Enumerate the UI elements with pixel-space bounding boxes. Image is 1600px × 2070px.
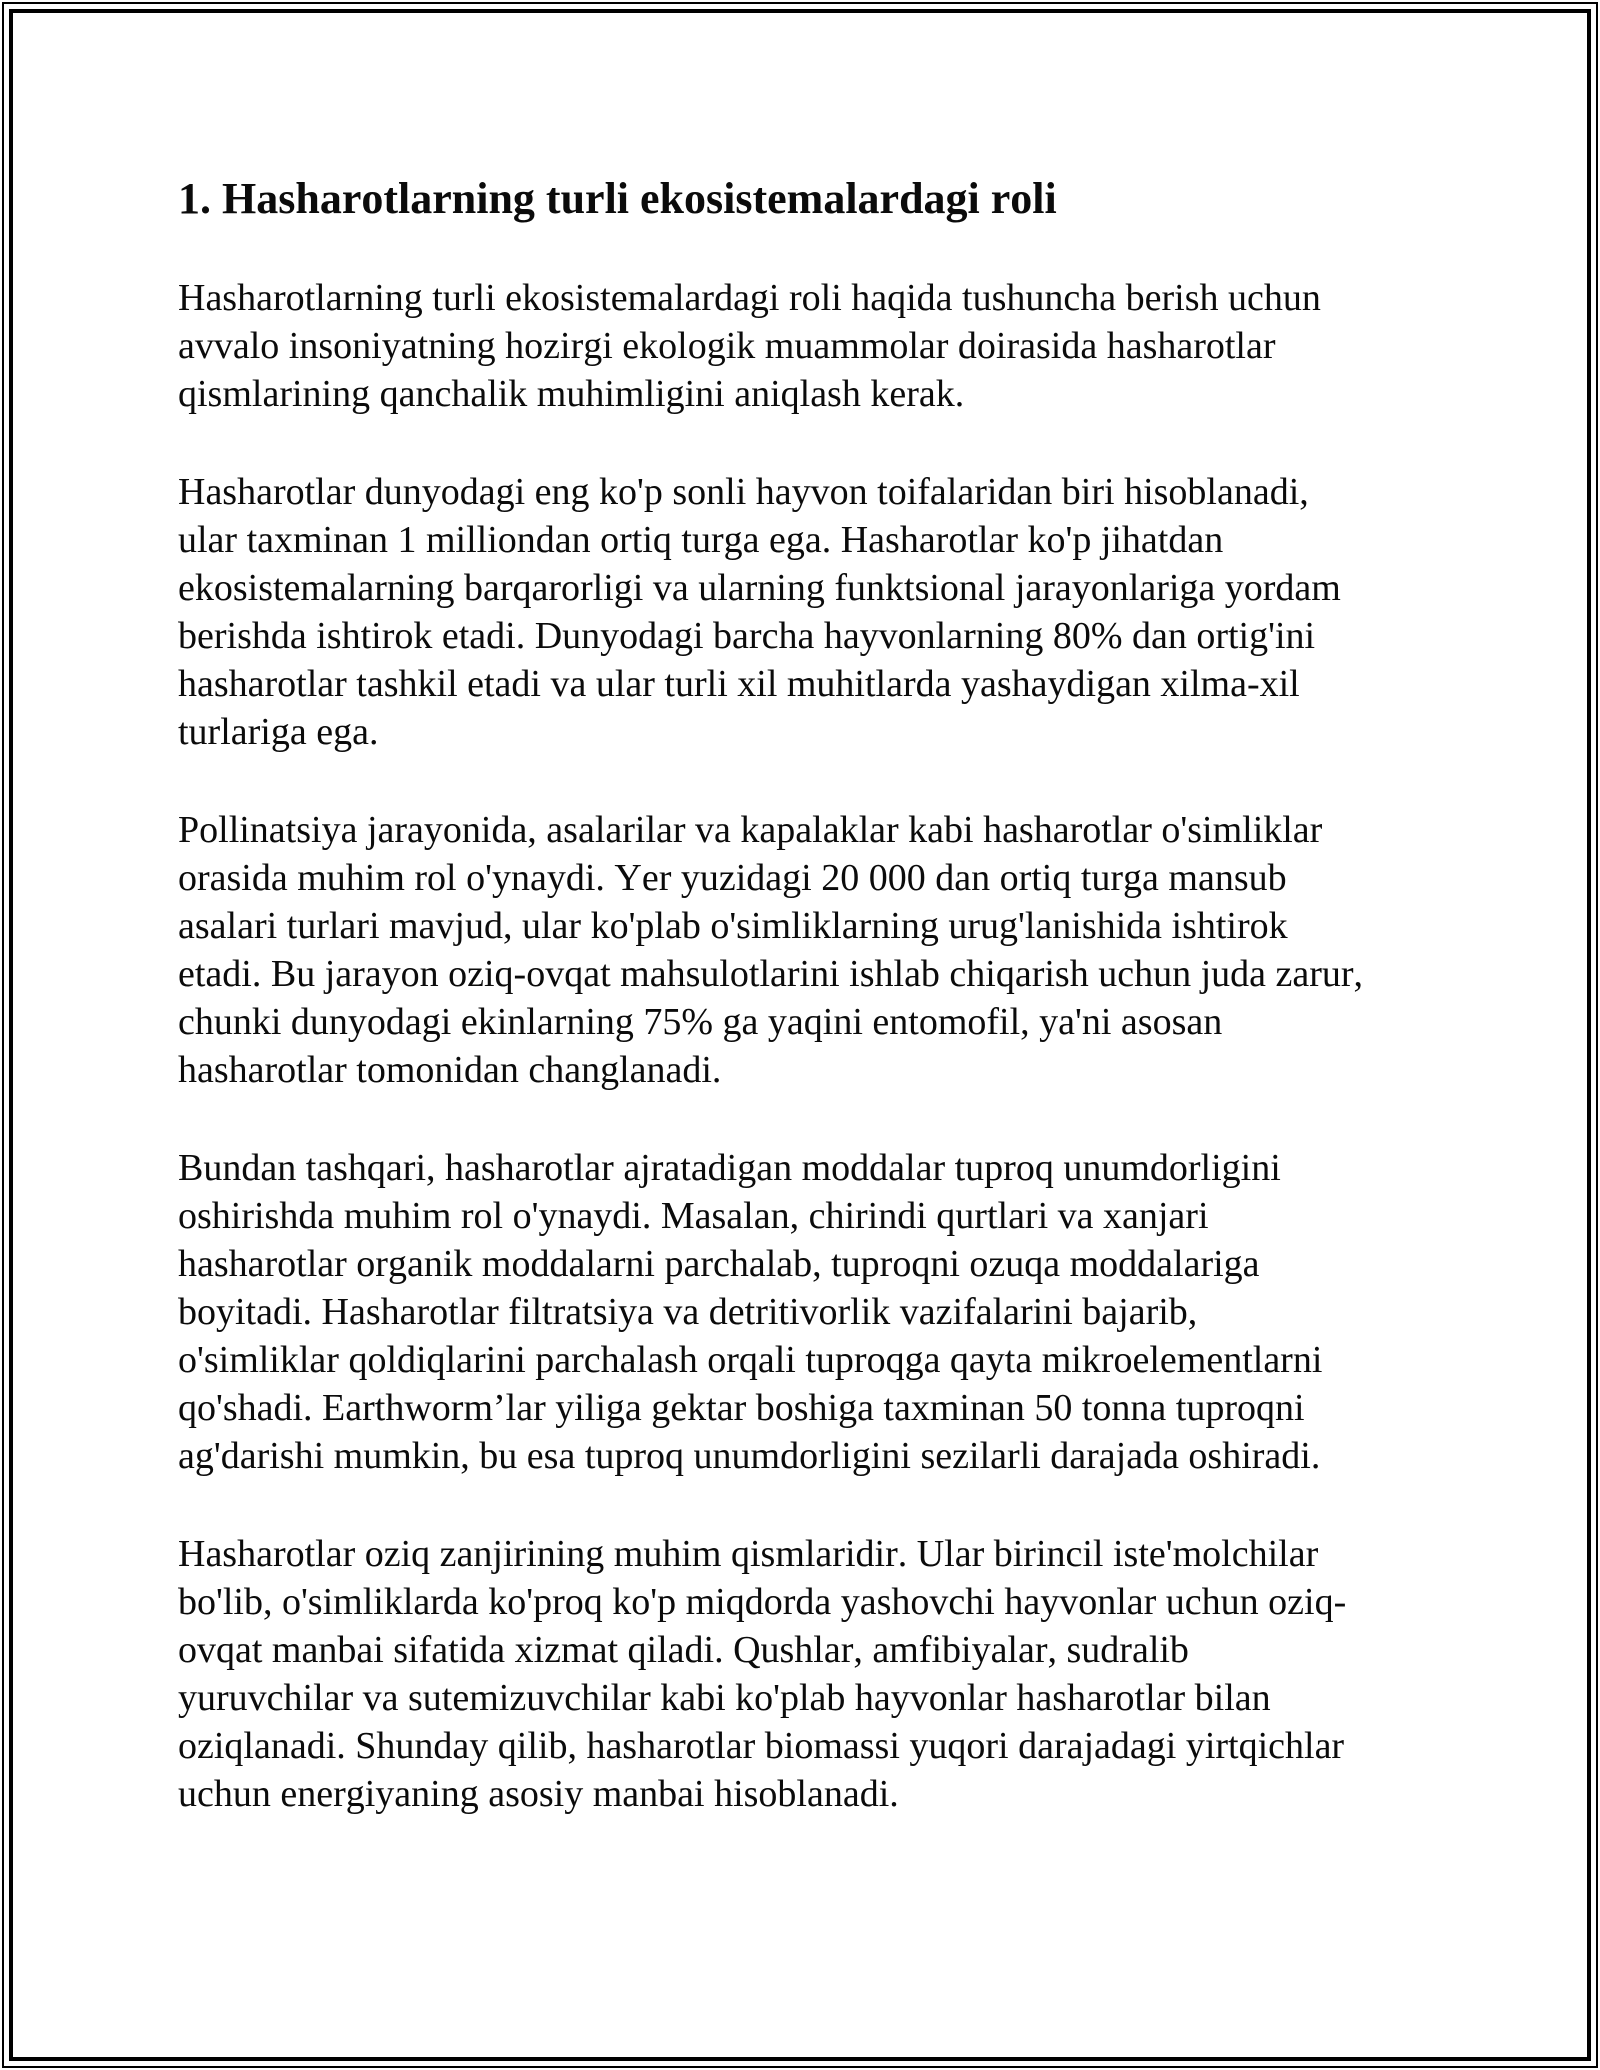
paragraph-species-count: Hasharotlar dunyodagi eng ko'p sonli hayvon toifalaridan biri hisoblanadi, ular taxminan 1 milliondan ortiq turga ega. Hasharotlar ko'p jihatdan ekosistemalarning barqarorligi va ularning funktsional jarayonlariga yordam berishda ishtirok etadi. Dunyodagi barcha hayvonlarning 80% dan ortig'ini hasharotlar tashkil etadi va ular turli xil muhitlarda yashaydigan xilma-xil turlariga ega. — [178, 471, 1341, 753]
paragraph-intro: Hasharotlarning turli ekosistemalardagi roli haqida tushuncha berish uchun avvalo insoniyatning hozirgi ekologik muammolar doirasida hasharotlar qismlarining qanchalik muhimligini aniqlash kerak. — [178, 277, 1321, 415]
paragraph-pollination: Pollinatsiya jarayonida, asalarilar va kapalaklar kabi hasharotlar o'simliklar orasida muhim rol o'ynaydi. Yer yuzidagi 20 000 dan ortiq turga mansub asalari turlari mavjud, ular ko'plab o'simliklarning urug'lanishida ishtirok etadi. Bu jarayon oziq-ovqat mahsulotlarini ishlab chiqarish uchun juda zarur, chunki dunyodagi ekinlarning 75% ga yaqini entomofil, ya'ni asosan hasharotlar tomonidan changlanadi. — [178, 809, 1364, 1091]
paragraph-soil-fertility: Bundan tashqari, hasharotlar ajratadigan moddalar tuproq unumdorligini oshirishda muhim rol o'ynaydi. Masalan, chirindi qurtlari va xanjari hasharotlar organik moddalarni parchalab, tuproqni ozuqa moddalariga boyitadi. Hasharotlar filtratsiya va detritivorlik vazifalarini bajarib, o'simliklar qoldiqlarini parchalash orqali tuproqga qayta mikroelementlarni qo'shadi. Earthworm’lar yiliga gektar boshiga taxminan 50 tonna tuproqni ag'darishi mumkin, bu esa tuproq unumdorligini sezilarli darajada oshiradi. — [178, 1147, 1323, 1477]
page-title: 1. Hasharotlarning turli ekosistemalardagi roli — [178, 174, 1057, 223]
document-content — [178, 172, 1364, 1868]
paragraph-food-chain: Hasharotlar oziq zanjirining muhim qismlaridir. Ular birincil iste'molchilar bo'lib, o'simliklarda ko'proq ko'p miqdorda yashovchi hayvonlar uchun oziq-ovqat manbai sifatida xizmat qiladi. Qushlar, amfibiyalar, sudralib yuruvchilar va sutemizuvchilar kabi ko'plab hayvonlar hasharotlar bilan oziqlanadi. Shunday qilib, hasharotlar biomassi yuqori darajadagi yirtqichlar uchun energiyaning asosiy manbai hisoblanadi. — [178, 1533, 1347, 1815]
